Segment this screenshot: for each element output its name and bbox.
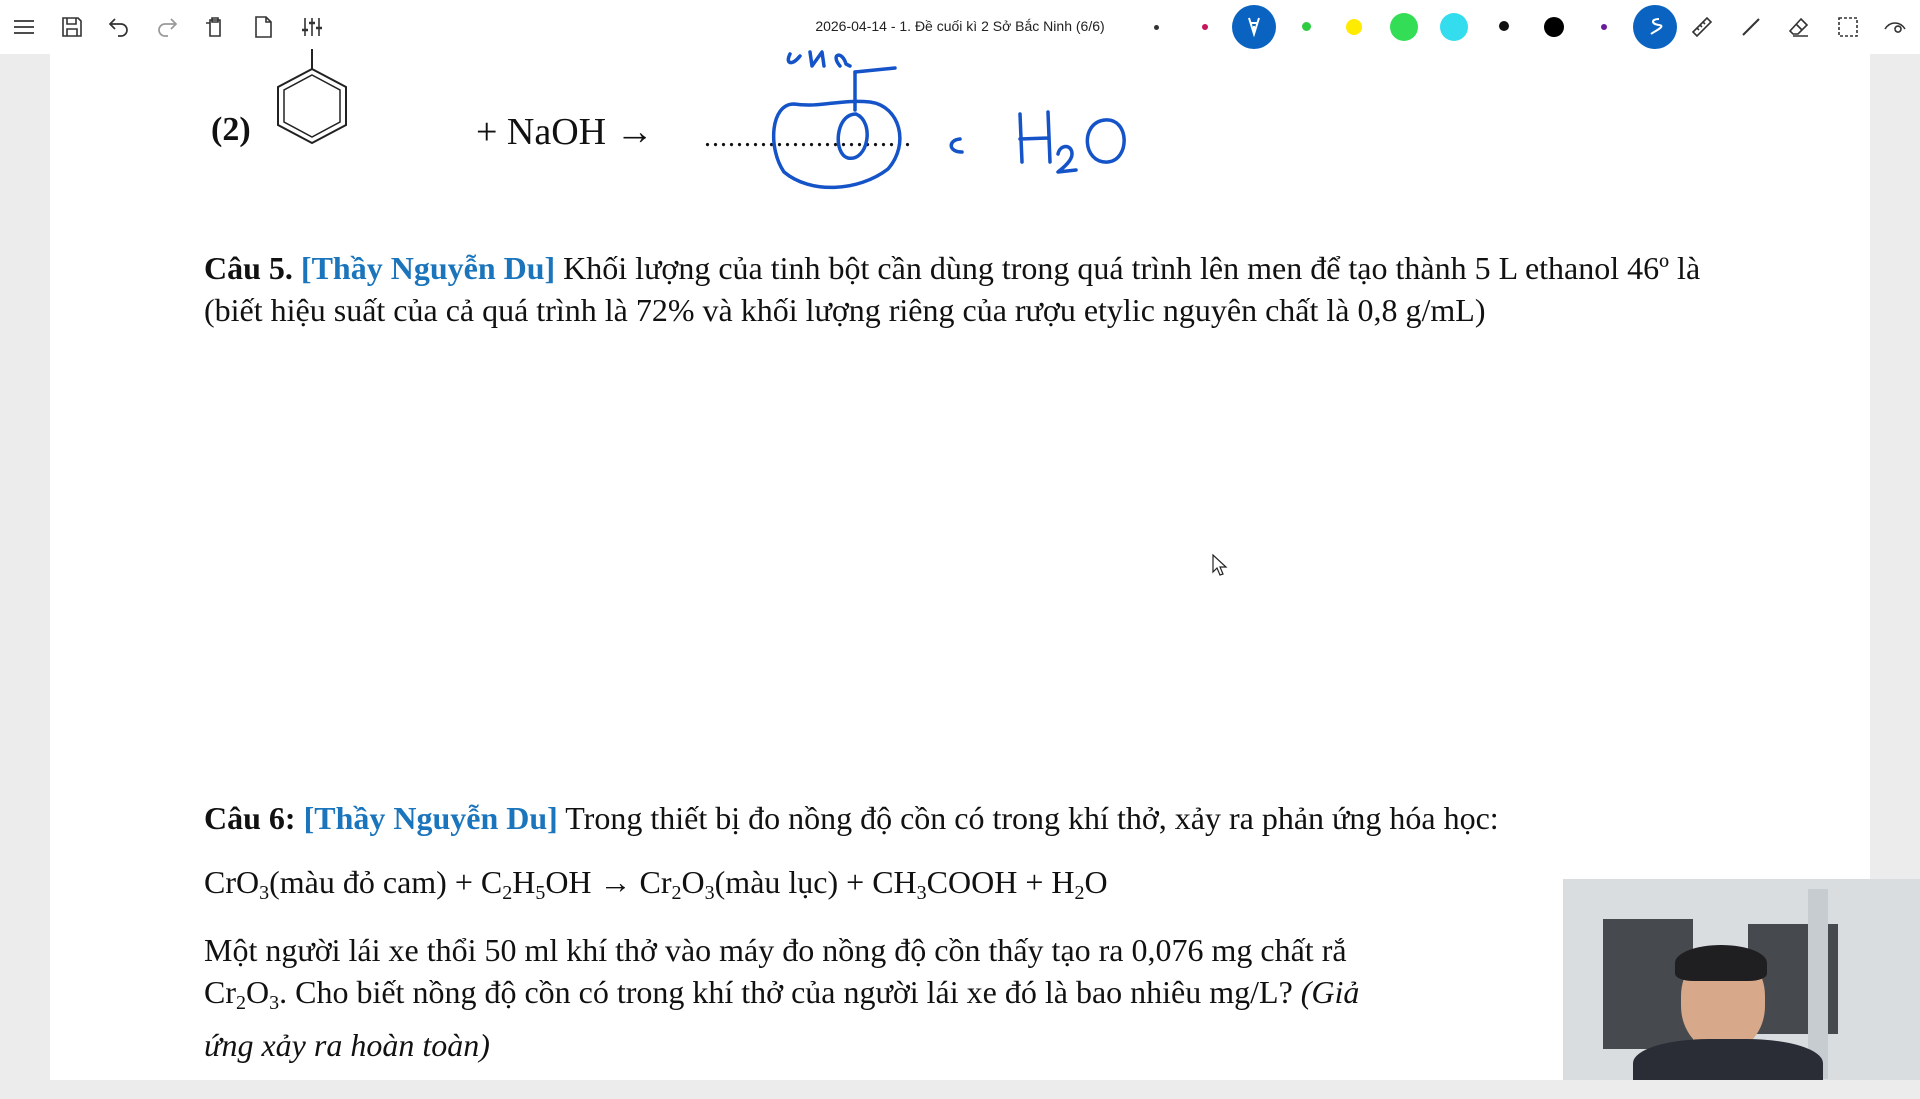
webcam-person-hair bbox=[1675, 945, 1767, 981]
pen-green-small[interactable] bbox=[1302, 22, 1311, 31]
reaction-blank: .......................... bbox=[704, 122, 912, 153]
pen-green-large[interactable] bbox=[1390, 13, 1418, 41]
benzene-ring-icon bbox=[262, 49, 362, 149]
pen-dot-tiny[interactable] bbox=[1154, 25, 1159, 30]
select-icon[interactable] bbox=[1831, 10, 1865, 44]
pen-purple[interactable] bbox=[1601, 24, 1607, 30]
ruler-icon[interactable] bbox=[1685, 10, 1719, 44]
pen-black-small[interactable] bbox=[1499, 21, 1509, 31]
question-6-number: Câu 6: bbox=[204, 800, 296, 836]
line-icon[interactable] bbox=[1734, 10, 1768, 44]
pen-yellow[interactable] bbox=[1346, 19, 1362, 35]
question-6-body bbox=[204, 929, 1604, 1099]
webcam-shelf-left bbox=[1603, 919, 1693, 1049]
document-title: 2026-04-14 - 1. Đề cuối kì 2 Sở Bắc Ninh (6/6) bbox=[815, 18, 1105, 34]
question-6-body-line1: Một người lái xe thổi 50 ml khí thở vào máy đo nồng độ cồn thấy tạo ra 0,076 mg chất rắ bbox=[204, 932, 1347, 968]
question-6-intro: Trong thiết bị đo nồng độ cồn có trong khí thở, xảy ra phản ứng hóa học: bbox=[565, 800, 1499, 836]
pen-magenta[interactable] bbox=[1202, 24, 1208, 30]
reaction-label: (2) bbox=[211, 111, 251, 148]
active-pen-button[interactable] bbox=[1232, 5, 1276, 49]
mouse-cursor-icon bbox=[1212, 554, 1228, 576]
handwritten-annotation bbox=[730, 44, 1150, 234]
pen-tip-icon bbox=[1242, 15, 1266, 39]
shape-pen-button[interactable] bbox=[1633, 5, 1677, 49]
eraser-icon[interactable] bbox=[1782, 10, 1816, 44]
webcam-overlay bbox=[1563, 879, 1920, 1080]
question-5 bbox=[204, 247, 1764, 331]
question-6-teacher: [Thầy Nguyễn Du] bbox=[303, 800, 558, 836]
question-6-body-line3: ứng xảy ra hoàn toàn) bbox=[204, 1027, 490, 1063]
question-5-number: Câu 5. bbox=[204, 250, 293, 286]
eye-icon[interactable] bbox=[1878, 10, 1912, 44]
pen-cyan[interactable] bbox=[1440, 13, 1468, 41]
reaction-naoh: + NaOH → bbox=[476, 111, 654, 153]
question-5-teacher: [Thầy Nguyễn Du] bbox=[300, 250, 556, 286]
squiggle-icon bbox=[1643, 15, 1667, 39]
webcam-person-body bbox=[1633, 1039, 1823, 1080]
pen-black-large[interactable] bbox=[1544, 17, 1564, 37]
question-5-text: Khối lượng của tinh bột cần dùng trong quá trình lên men để tạo thành 5 L ethanol 46º là (biết hiệu suất của cả quá trình là 72% và khối lượng riêng của rượu etylic nguyên chất là 0,8 g/mL) bbox=[204, 250, 1701, 328]
chemical-equation: CrO$_3$(màu đỏ $cam) + C_2H_5OH$ → $Cr_2O_3(màu$ lục) + $CH_3COOH + H_2O$ bbox=[204, 864, 1108, 904]
question-6 bbox=[204, 797, 1764, 839]
question-6-body-line2: $Cr_2O_3$. Cho biết nồng độ cồn có trong khí thở của người lái xe đó là bao nhiêu mg/L? (Giả bbox=[204, 974, 1360, 1014]
